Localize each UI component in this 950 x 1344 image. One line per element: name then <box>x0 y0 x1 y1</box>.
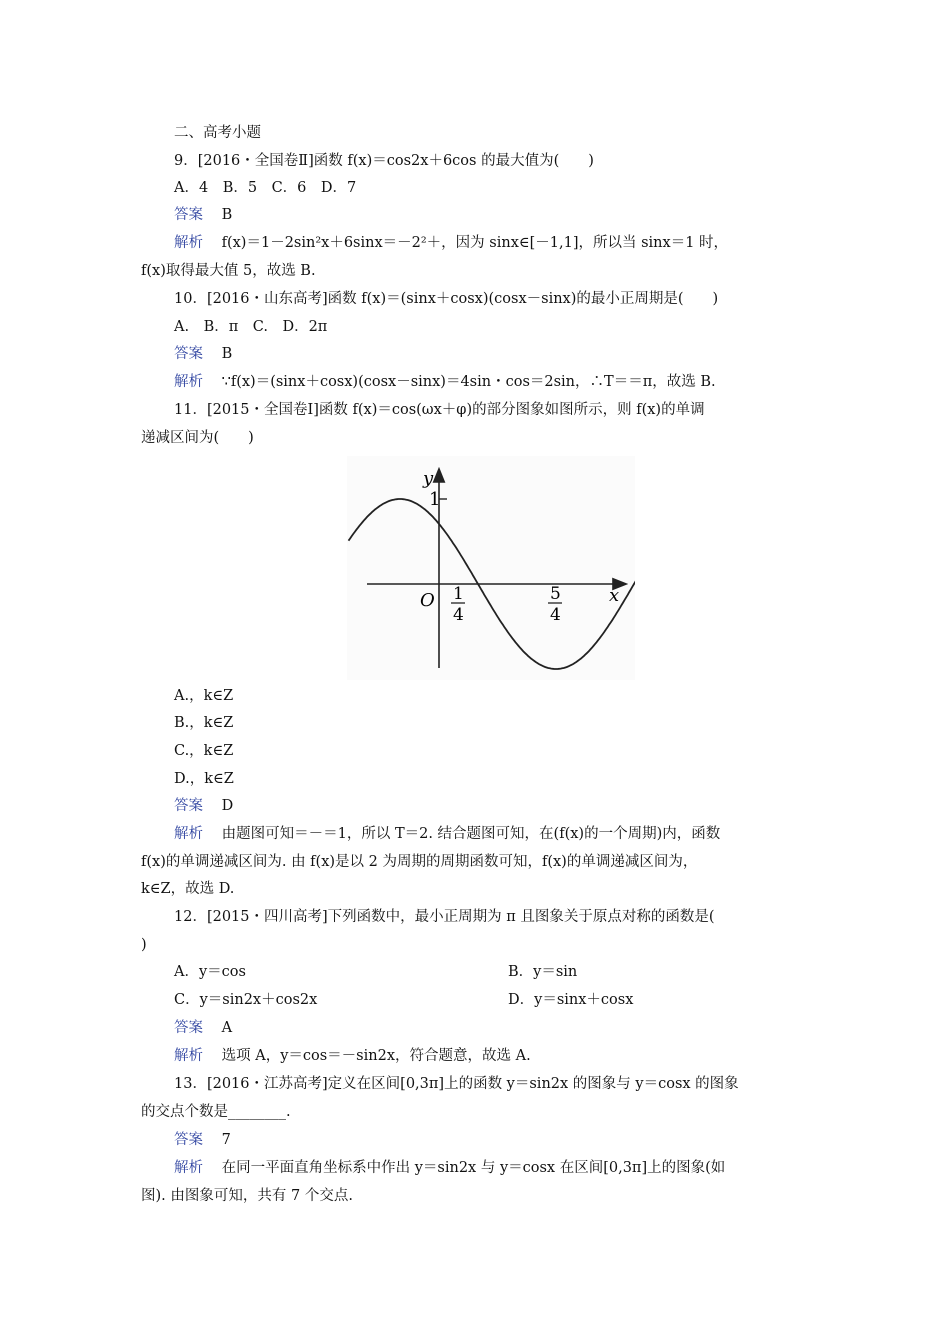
cosine-graph-svg <box>347 456 635 680</box>
q9-answer-row <box>174 205 232 225</box>
x-tick1-denominator: 4 <box>453 605 464 625</box>
analysis-label: 解析 <box>174 235 203 251</box>
q9-analysis-line-1: f(x)＝1－2sin²x＋6sinx＝－2²＋，因为 sinx∈[－1,1]，所以当 sinx＝1 时， <box>221 235 729 251</box>
q12-analysis-line-1: 选项 A，y＝cos＝－sin2x，符合题意，故选 A. <box>221 1048 531 1064</box>
q12-option-a: A．y＝cos <box>174 964 246 980</box>
q11-option-c: C.，k∈Z <box>174 743 234 759</box>
q13-analysis-row <box>174 1158 725 1178</box>
analysis-label: 解析 <box>174 826 203 842</box>
x-tick2-denominator: 4 <box>550 605 561 625</box>
q12-stem-line-1: 12．[2015・四川高考]下列函数中，最小正周期为 π 且图象关于原点对称的函数是( <box>174 909 715 925</box>
q13-analysis-line-2: 图). 由图象可知，共有 7 个交点. <box>141 1188 353 1204</box>
q11-option-b: B.，k∈Z <box>174 715 234 731</box>
analysis-label: 解析 <box>174 1048 203 1064</box>
q12-stem-line-2: ) <box>141 937 147 953</box>
q11-option-d: D.，k∈Z <box>174 771 234 787</box>
q9-analysis-line-2: f(x)取得最大值 5，故选 B. <box>141 263 316 279</box>
q10-answer: B <box>221 346 233 362</box>
x-tick2-numerator: 5 <box>550 584 561 604</box>
x-tick1-numerator: 1 <box>453 584 464 604</box>
origin-label: O <box>420 590 435 611</box>
q12-answer: A <box>221 1020 233 1036</box>
q9-answer: B <box>221 207 233 223</box>
q11-answer-row <box>174 796 233 816</box>
q12-analysis-row <box>174 1046 531 1066</box>
analysis-label: 解析 <box>174 374 203 390</box>
q10-options: A. B．π C. D．2π <box>174 319 328 335</box>
q13-stem-line-2: 的交点个数是________. <box>141 1104 291 1120</box>
x-axis-label: x <box>609 585 620 606</box>
q12-option-d: D．y＝sinx＋cosx <box>508 992 634 1008</box>
q13-answer: 7 <box>221 1132 231 1148</box>
q11-analysis-line-3: k∈Z，故选 D. <box>141 881 235 897</box>
answer-label: 答案 <box>174 1020 203 1036</box>
y-axis-label: y <box>423 468 434 489</box>
q10-answer-row <box>174 344 232 364</box>
q11-stem-line-2: 递减区间为( ) <box>141 430 254 446</box>
y-tick-label: 1 <box>429 489 441 510</box>
q12-option-b: B．y＝sin <box>508 964 578 980</box>
q10-stem: 10．[2016・山东高考]函数 f(x)＝(sinx＋cosx)(cosx－sinx)的最小正周期是( ) <box>174 291 719 307</box>
q13-analysis-line-1: 在同一平面直角坐标系中作出 y＝sin2x 与 y＝cosx 在区间[0,3π]上的图象(如 <box>221 1160 726 1176</box>
answer-label: 答案 <box>174 207 203 223</box>
answer-label: 答案 <box>174 1132 203 1148</box>
q9-stem: 9．[2016・全国卷Ⅱ]函数 f(x)＝cos2x＋6cos 的最大值为( ) <box>174 153 594 169</box>
answer-label: 答案 <box>174 798 203 814</box>
section-title: 二、高考小题 <box>174 125 261 141</box>
q10-analysis-line-1: ∵f(x)＝(sinx＋cosx)(cosx－sinx)＝4sin・cos＝2sin，∴T＝＝π，故选 B. <box>221 374 716 390</box>
q12-option-c: C．y＝sin2x＋cos2x <box>174 992 318 1008</box>
q11-stem-line-1: 11．[2015・全国卷Ⅰ]函数 f(x)＝cos(ωx＋φ)的部分图象如图所示，则 f(x)的单调 <box>174 402 705 418</box>
q13-answer-row <box>174 1130 231 1150</box>
q11-option-a: A.，k∈Z <box>174 688 234 704</box>
cosine-graph <box>347 456 635 680</box>
answer-label: 答案 <box>174 346 203 362</box>
q9-options: A．4 B．5 C．6 D．7 <box>174 180 357 196</box>
q10-analysis-row <box>174 372 716 392</box>
q11-analysis-line-2: f(x)的单调递减区间为. 由 f(x)是以 2 为周期的周期函数可知，f(x)的单调递减区间为， <box>141 854 698 870</box>
q9-analysis-row <box>174 233 728 253</box>
q13-stem-line-1: 13．[2016・江苏高考]定义在区间[0,3π]上的函数 y＝sin2x 的图象与 y＝cosx 的图象 <box>174 1076 739 1092</box>
q11-answer: D <box>221 798 234 814</box>
analysis-label: 解析 <box>174 1160 203 1176</box>
q12-answer-row <box>174 1018 232 1038</box>
q11-analysis-line-1: 由题图可知＝－＝1，所以 T＝2. 结合题图可知，在(f(x)的一个周期)内，函数 <box>221 826 721 842</box>
q11-analysis-row <box>174 824 720 844</box>
